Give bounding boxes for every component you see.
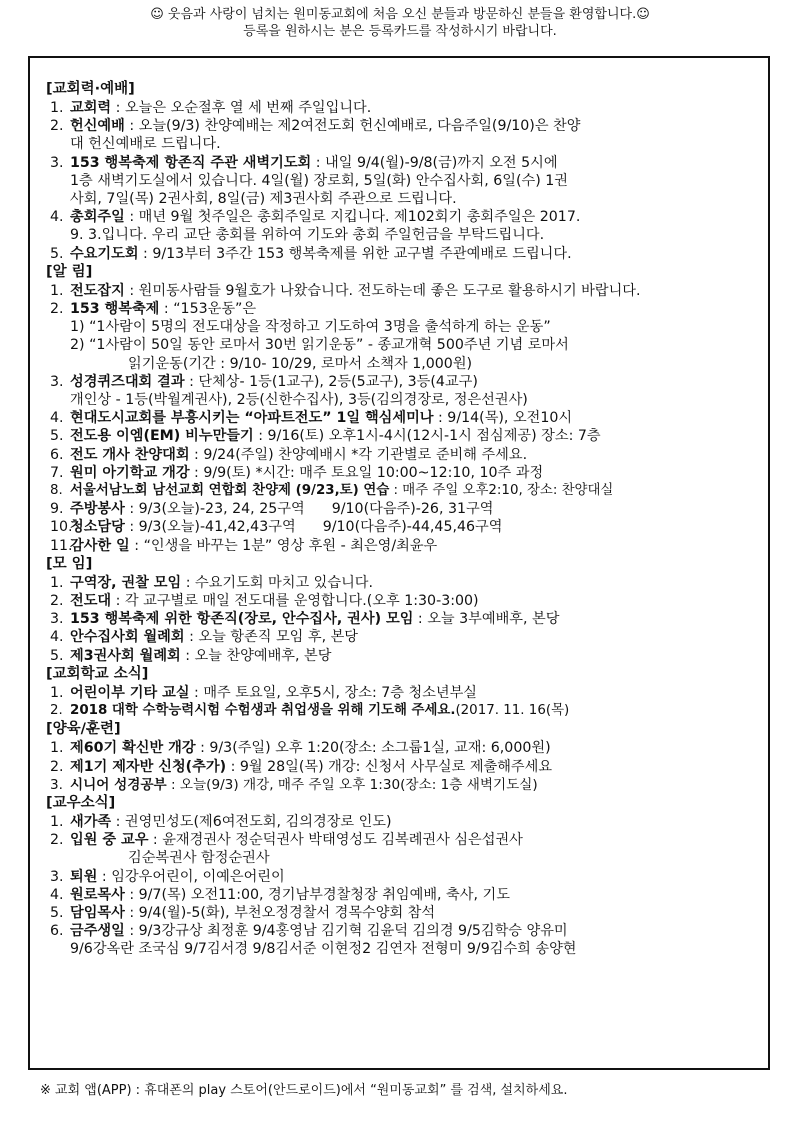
item-number: 1. [50,813,64,830]
item-number: 3. [50,776,63,793]
item-number: 2. [50,703,63,719]
item-label: 시니어 성경공부 [70,776,167,793]
item-label: 감사한 일 [70,537,130,554]
welcome-banner [0,6,800,40]
list-item [46,464,756,482]
item-label: 퇴원 [70,868,98,885]
item-label: 2018 대학 수학능력시험 수험생과 취업생을 위해 기도해 주세요. [70,703,456,719]
item-number: 10. [50,519,73,536]
item-label: 153 행복축제 위한 항존직(장로, 안수집사, 권사) 모임 [70,611,414,628]
item-label: 새가족 [70,813,112,830]
list-item [46,537,756,555]
section-members [46,794,756,959]
item-text: : 오늘 항존직 모임 후, 본당 [184,629,358,646]
list-item [46,427,756,445]
item-label: 구역장, 권찰 모임 [70,574,182,591]
item-number: 4. [50,886,64,903]
list-item [46,574,756,592]
list-item [46,482,756,500]
list-item [46,758,756,776]
item-label: 성경퀴즈대회 결과 [70,373,185,390]
item-text: : 오늘(9/3) 개강, 매주 주일 오후 1:30(장소: 1층 새벽기도실) [166,776,538,793]
welcome-line-2: 등록을 원하시는 분은 등록카드를 작성하시기 바랍니다. [243,24,557,39]
item-label: 서울서남노회 남선교회 연합회 찬양제 (9/23,토) 연습 [70,483,390,499]
list-item [46,154,756,172]
item-label: 입원 중 교우 [70,832,149,849]
item-number: 1. [50,100,64,116]
item-label: 헌신예배 [70,118,125,135]
list-item [46,245,756,263]
item-text: : 9/9(토) *시간: 매주 토요일 10:00~12:10, 10주 과정 [189,464,544,481]
sub-item: 1) “1사람이 5명의 전도대상을 작정하고 기도하여 3명을 출석하게 하는 운동” [70,319,551,336]
list-item [46,446,756,464]
item-label: 전도용 이엠(EM) 비누만들기 [70,428,254,445]
item-number: 2. [50,118,64,135]
item-text: : 임강우어린이, 이예은어린이 [97,868,285,885]
item-label: 전도잡지 [70,282,125,299]
item-continuation: 개인상 - 1등(박월계권사), 2등(신한수집사), 3등(김의경장로, 정은선권사) [70,392,528,409]
item-text: : 9/3(오늘)-23, 24, 25구역 9/10(다음주)-26, 31구역 [124,501,494,518]
list-item [46,500,756,518]
item-label: 교회력 [70,100,112,116]
list-item [46,702,756,720]
list-item [46,373,756,391]
item-text: : 권영민성도(제6여전도회, 김의경장로 인도) [111,813,392,830]
list-item [46,610,756,628]
item-number: 11. [50,537,73,554]
list-item [46,831,756,849]
item-number: 3. [50,611,64,628]
item-text: : 9/3강규상 최정훈 9/4홍영남 김기혁 김윤덕 김의경 9/5김학승 양유미 [124,923,568,940]
item-label: 전도대 [70,593,112,610]
item-number: 5. [50,904,64,921]
item-number: 8. [50,483,63,499]
item-text: : 9/16(토) 오후1시-4시(12시-1시 점심제공) 장소: 7층 [253,428,601,445]
item-number: 5. [50,647,64,664]
item-text: : 9/13부터 3주간 153 행복축제를 위한 교구별 주관예배로 드립니다. [138,245,572,262]
item-number: 2. [50,593,64,610]
item-text: : 매주 토요일, 오후5시, 장소: 7층 청소년부실 [189,684,478,701]
welcome-line-1: ☺ 웃음과 사랑이 넘치는 원미동교회에 처음 오신 분들과 방문하신 분들을 환영합니다.☺ [150,7,650,22]
sub-item-continuation: 읽기운동(기간 : 9/10- 10/29, 로마서 소책자 1,000원) [128,355,473,372]
item-number: 2. [50,832,64,849]
list-item [46,739,756,757]
item-number: 6. [50,923,64,940]
app-footer-note: ※ 교회 앱(APP) : 휴대폰의 play 스토어(안드로이드)에서 “원미동교회” 를 검색, 설치하세요. [40,1083,568,1098]
list-item [46,922,756,940]
item-text: : 9/7(목) 오전11:00, 경기남부경찰청장 취임예배, 축사, 기도 [124,886,510,903]
list-item [46,518,756,536]
item-continuation: 대 헌신예배로 드립니다. [70,136,221,153]
item-label: 전도 개사 찬양대회 [70,446,190,463]
item-continuation: 1층 새벽기도실에서 있습니다. 4일(월) 장로회, 5일(화) 안수집사회, 6일(수) 1권 [70,172,568,189]
item-text: : 매년 9월 첫주일은 총회주일로 지킵니다. 제102회기 총회주일은 2017. [124,209,581,226]
item-text: : 원미동사람들 9월호가 나왔습니다. 전도하는데 좋은 도구로 활용하시기 바랍니다. [124,282,641,299]
item-label: 담임목사 [70,904,125,921]
item-number: 3. [50,373,64,390]
list-item [46,776,756,794]
item-label: 주방봉사 [70,501,125,518]
list-item [46,282,756,300]
item-label: 금주생일 [70,923,125,940]
section-worship [46,80,756,263]
item-number: 5. [50,428,64,445]
item-text: : 윤재경권사 정순덕권사 박태영성도 김복례권사 심은섭권사 [148,832,523,849]
item-continuation: 9. 3.입니다. 우리 교단 총회를 위하여 기도와 총회 주일헌금을 부탁드립니다. [70,227,545,244]
list-item [46,99,756,117]
list-item [46,628,756,646]
item-label: 원미 아기학교 개강 [70,464,190,481]
item-text: : 9/24(주일) 찬양예배시 *각 기관별로 준비해 주세요. [189,446,528,463]
item-number: 1. [50,574,64,591]
section-notice [46,263,756,555]
list-item [46,868,756,886]
item-number: 2. [50,758,64,775]
section-title: [양육/훈련] [46,721,121,738]
item-text: : 9/3(오늘)-41,42,43구역 9/10(다음주)-44,45,46구역 [124,519,503,536]
list-item [46,647,756,665]
item-text: : 수요기도회 마치고 있습니다. [181,574,374,591]
list-item [46,684,756,702]
item-text: : 9/3(주일) 오후 1:20(장소: 소그룹1실, 교재: 6,000원) [195,740,551,757]
item-number: 1. [50,282,64,299]
item-text: : “153운동”은 [159,301,257,318]
list-item [46,592,756,610]
list-item [46,300,756,318]
item-text: : 9월 28일(목) 개강: 신청서 사무실로 제출해주세요 [226,758,553,775]
item-number: 9. [50,501,64,518]
item-text: : 9/14(목), 오전10시 [433,410,573,427]
item-label: 수요기도회 [70,245,139,262]
list-item [46,904,756,922]
sub-item: 2) “1사람이 50일 동안 로마서 30번 읽기운동” - 종교개혁 500주년 기념 로마서 [70,337,569,354]
item-continuation: 사회, 7일(목) 2권사회, 8일(금) 제3권사회 주관으로 드립니다. [70,191,457,208]
list-item [46,813,756,831]
item-label: 153 행복축제 [70,301,160,318]
item-text: : 내일 9/4(월)-9/8(금)까지 오전 5시에 [311,154,558,171]
item-label: 제60기 확신반 개강 [70,740,196,757]
list-item [46,117,756,135]
item-number: 6. [50,446,64,463]
item-text: (2017. 11. 16(목) [455,703,570,719]
item-number: 1. [50,684,64,701]
item-text: : “인생을 바꾸는 1분” 영상 후원 - 최은영/최윤우 [129,537,438,554]
section-meeting [46,555,756,665]
item-number: 5. [50,245,64,262]
item-text: : 오늘 찬양예배후, 본당 [180,647,332,664]
item-label: 어린이부 기타 교실 [70,684,190,701]
item-number: 1. [50,740,64,757]
section-title: [교우소식] [46,794,116,811]
section-school [46,665,756,720]
list-item [46,409,756,427]
item-text: : 매주 주일 오후2:10, 장소: 찬양대실 [389,483,614,499]
item-number: 2. [50,301,64,318]
item-continuation: 9/6강옥란 조국심 9/7김서경 9/8김서준 이현정2 김연자 전형미 9/9김수희 송양현 [70,941,577,958]
announcement-content [46,80,756,959]
item-label: 현대도시교회를 부흥시키는 “아파트전도” 1일 핵심세미나 [70,410,434,427]
item-text: : 각 교구별로 매일 전도대를 운영합니다.(오후 1:30-3:00) [111,593,479,610]
item-number: 3. [50,868,64,885]
item-text: : 단체상- 1등(1교구), 2등(5교구), 3등(4교구) [184,373,478,390]
item-text: : 9/4(월)-5(화), 부천오정경찰서 경목수양회 참석 [124,904,436,921]
item-text: : 오늘(9/3) 찬양예배는 제2여전도회 헌신예배로, 다음주일(9/10)은 찬양 [124,118,581,135]
item-number: 4. [50,410,64,427]
section-title: [교회력·예배] [46,81,135,97]
section-title: [교회학교 소식] [46,665,149,682]
section-title: [모 임] [46,555,93,572]
section-training [46,720,756,794]
item-label: 153 행복축제 항존직 주관 새벽기도회 [70,154,312,171]
item-label: 총회주일 [70,209,125,226]
item-number: 3. [50,154,64,171]
item-label: 제3권사회 월례회 [70,647,181,664]
item-text: : 오늘 3부예배후, 본당 [413,611,560,628]
item-label: 청소담당 [70,519,125,536]
item-number: 4. [50,629,64,646]
list-item [46,886,756,904]
item-number: 4. [50,209,64,226]
list-item [46,208,756,226]
item-label: 안수집사회 월례회 [70,629,185,646]
item-label: 원로목사 [70,886,125,903]
item-number: 7. [50,464,64,481]
item-label: 제1기 제자반 신청(추가) [70,758,227,775]
item-continuation: 김순복권사 함정순권사 [128,850,270,867]
section-title: [알 림] [46,263,93,280]
item-text: : 오늘은 오순절후 열 세 번째 주일입니다. [111,100,372,116]
